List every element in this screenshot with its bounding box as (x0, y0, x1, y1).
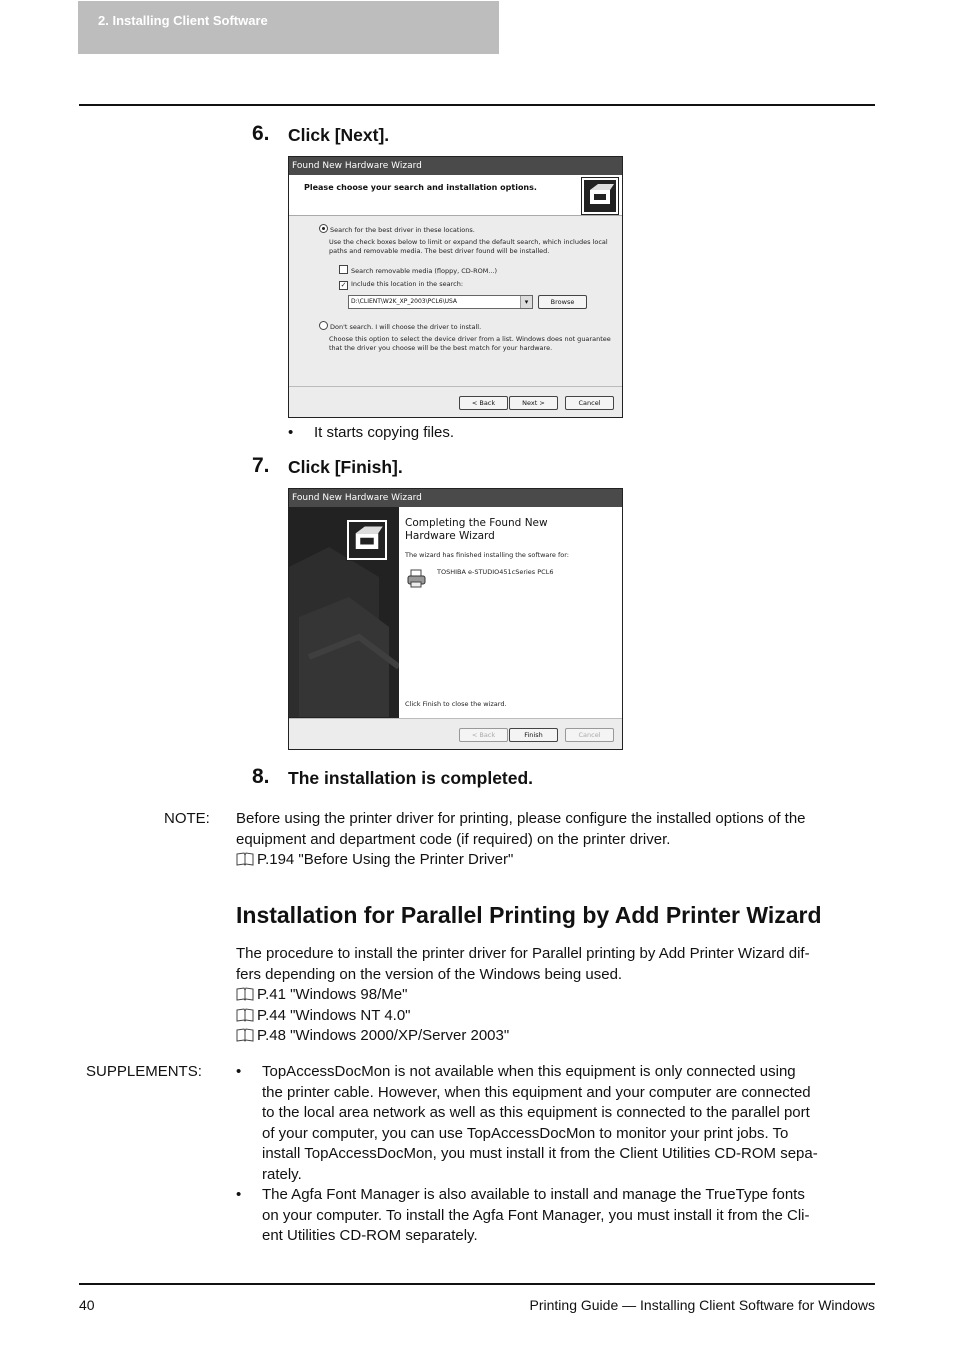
back-button[interactable]: < Back (459, 396, 508, 410)
footer-rule (79, 1283, 875, 1285)
footer-title: Printing Guide — Installing Client Software for Windows (529, 1297, 875, 1313)
note-label: NOTE: (164, 810, 210, 827)
copying-note: It starts copying files. (314, 424, 455, 441)
device-name: TOSHIBA e-STUDIO451cSeries PCL6 (437, 568, 554, 576)
heading-line: Completing the Found New (405, 517, 548, 529)
book-icon (236, 852, 254, 866)
supplements-label: SUPPLEMENTS: (86, 1063, 202, 1080)
top-rule (79, 104, 875, 106)
radio-label: Search for the best driver in these locations. (330, 226, 475, 234)
bullet-marker: • (236, 1063, 242, 1080)
include-location-checkbox[interactable] (339, 280, 463, 290)
supplement-line: on your computer. To install the Agfa Font Manager, you must install it from the Cli- (262, 1206, 810, 1224)
paragraph-line: The procedure to install the printer driver for Parallel printing by Add Printer Wizard dif- (236, 945, 810, 962)
radio-empty-icon (319, 321, 328, 330)
checkbox-label: Search removable media (floppy, CD-ROM...) (351, 267, 498, 275)
supplement-item (262, 1185, 882, 1247)
radio-label: Don't search. I will choose the driver to install. (330, 323, 482, 331)
hardware-wizard-icon (347, 520, 387, 560)
step-number: 6. (252, 122, 270, 145)
section-title: Installation for Parallel Printing by Add Printer Wizard (236, 902, 822, 928)
bullet-marker: • (236, 1186, 242, 1203)
wizard-side-panel (289, 507, 399, 749)
hardware-wizard-search-dialog (288, 156, 623, 418)
next-button[interactable]: Next > (509, 396, 558, 410)
search-removable-checkbox[interactable] (339, 265, 497, 276)
step-text: Click [Finish]. (288, 457, 403, 477)
dialog-header (289, 175, 622, 216)
bullet-marker: • (288, 424, 294, 441)
section-tab (78, 1, 499, 54)
finished-text: The wizard has finished installing the software for: (405, 551, 569, 559)
supplement-line: of your computer, you can use TopAccessDocMon to monitor your print jobs. To (262, 1124, 789, 1142)
page-number: 40 (79, 1297, 95, 1313)
heading-line: Hardware Wizard (405, 530, 495, 542)
book-icon (236, 1008, 254, 1022)
supplement-item (262, 1062, 882, 1185)
note-body (236, 809, 876, 871)
dialog-title-bar: Found New Hardware Wizard (289, 489, 622, 507)
supplement-line: install TopAccessDocMon, you must install it from the Client Utilities CD-ROM sepa- (262, 1145, 818, 1162)
supplement-line: ent Utilities CD-ROM separately. (262, 1227, 478, 1244)
note-line: Before using the printer driver for printing, please configure the installed options of the (236, 810, 806, 827)
hardware-wizard-icon (582, 178, 618, 214)
path-value: D:\CLIENT\W2K_XP_2003\PCL6\USA (351, 298, 458, 305)
search-best-driver-radio[interactable] (319, 224, 475, 235)
chevron-down-icon[interactable]: ▾ (520, 296, 532, 308)
dialog-separator (289, 386, 622, 387)
cancel-button[interactable]: Cancel (565, 728, 614, 742)
search-description: Use the check boxes below to limit or expand the default search, which includes local paths and removable media. The best driver found will be installed. (329, 238, 608, 255)
cancel-button[interactable]: Cancel (565, 396, 614, 410)
reference-text: P.48 "Windows 2000/XP/Server 2003" (257, 1027, 510, 1044)
paragraph-line: fers depending on the version of the Windows being used. (236, 965, 623, 983)
step-text: The installation is completed. (288, 768, 534, 788)
book-icon (236, 987, 254, 1001)
finish-button[interactable]: Finish (509, 728, 558, 742)
completion-heading (405, 517, 548, 543)
dialog-title-bar: Found New Hardware Wizard (289, 157, 622, 175)
back-button[interactable]: < Back (459, 728, 508, 742)
reference-text: P.41 "Windows 98/Me" (257, 986, 408, 1003)
checkbox-empty-icon (339, 265, 348, 274)
location-path-combo[interactable] (348, 295, 533, 309)
book-icon (236, 1028, 254, 1042)
supplement-line: TopAccessDocMon is not available when this equipment is only connected using (262, 1063, 796, 1080)
dialog-heading: Please choose your search and installation options. (304, 183, 537, 192)
supplement-line: rately. (262, 1165, 302, 1183)
step-number: 7. (252, 454, 270, 477)
hardware-wizard-complete-dialog (288, 488, 623, 750)
reference-link-windows-2000[interactable] (236, 1026, 876, 1047)
radio-selected-icon (319, 224, 328, 233)
step-text: Click [Next]. (288, 125, 390, 145)
section-tab-label: 2. Installing Client Software (98, 13, 268, 28)
reference-link-windows-98[interactable] (236, 985, 876, 1006)
reference-link-windows-nt[interactable] (236, 1006, 876, 1027)
printer-icon (407, 569, 425, 587)
reference-text: P.44 "Windows NT 4.0" (257, 1006, 411, 1024)
close-instruction: Click Finish to close the wizard. (405, 700, 507, 708)
checkbox-label: Include this location in the search: (351, 280, 464, 288)
supplement-line: to the local area network as well as this equipment is connected to the parallel port (262, 1104, 810, 1121)
reference-text: P.194 "Before Using the Printer Driver" (257, 851, 514, 868)
dont-search-description: Choose this option to select the device driver from a list. Windows does not guarantee that the driver you choose will be the best match for your hardware. (329, 335, 611, 352)
supplement-line: The Agfa Font Manager is also available to install and manage the TrueType fonts (262, 1186, 805, 1203)
dont-search-radio[interactable] (319, 321, 481, 332)
checkbox-checked-icon: ✓ (340, 281, 347, 289)
supplement-line: the printer cable. However, when this equipment and your computer are connected (262, 1083, 811, 1101)
note-line: equipment and department code (if required) on the printer driver. (236, 830, 671, 848)
note-reference-link[interactable] (236, 850, 876, 871)
browse-button[interactable]: Browse (538, 295, 587, 309)
step-number: 8. (252, 765, 270, 788)
section-paragraph (236, 944, 876, 1047)
